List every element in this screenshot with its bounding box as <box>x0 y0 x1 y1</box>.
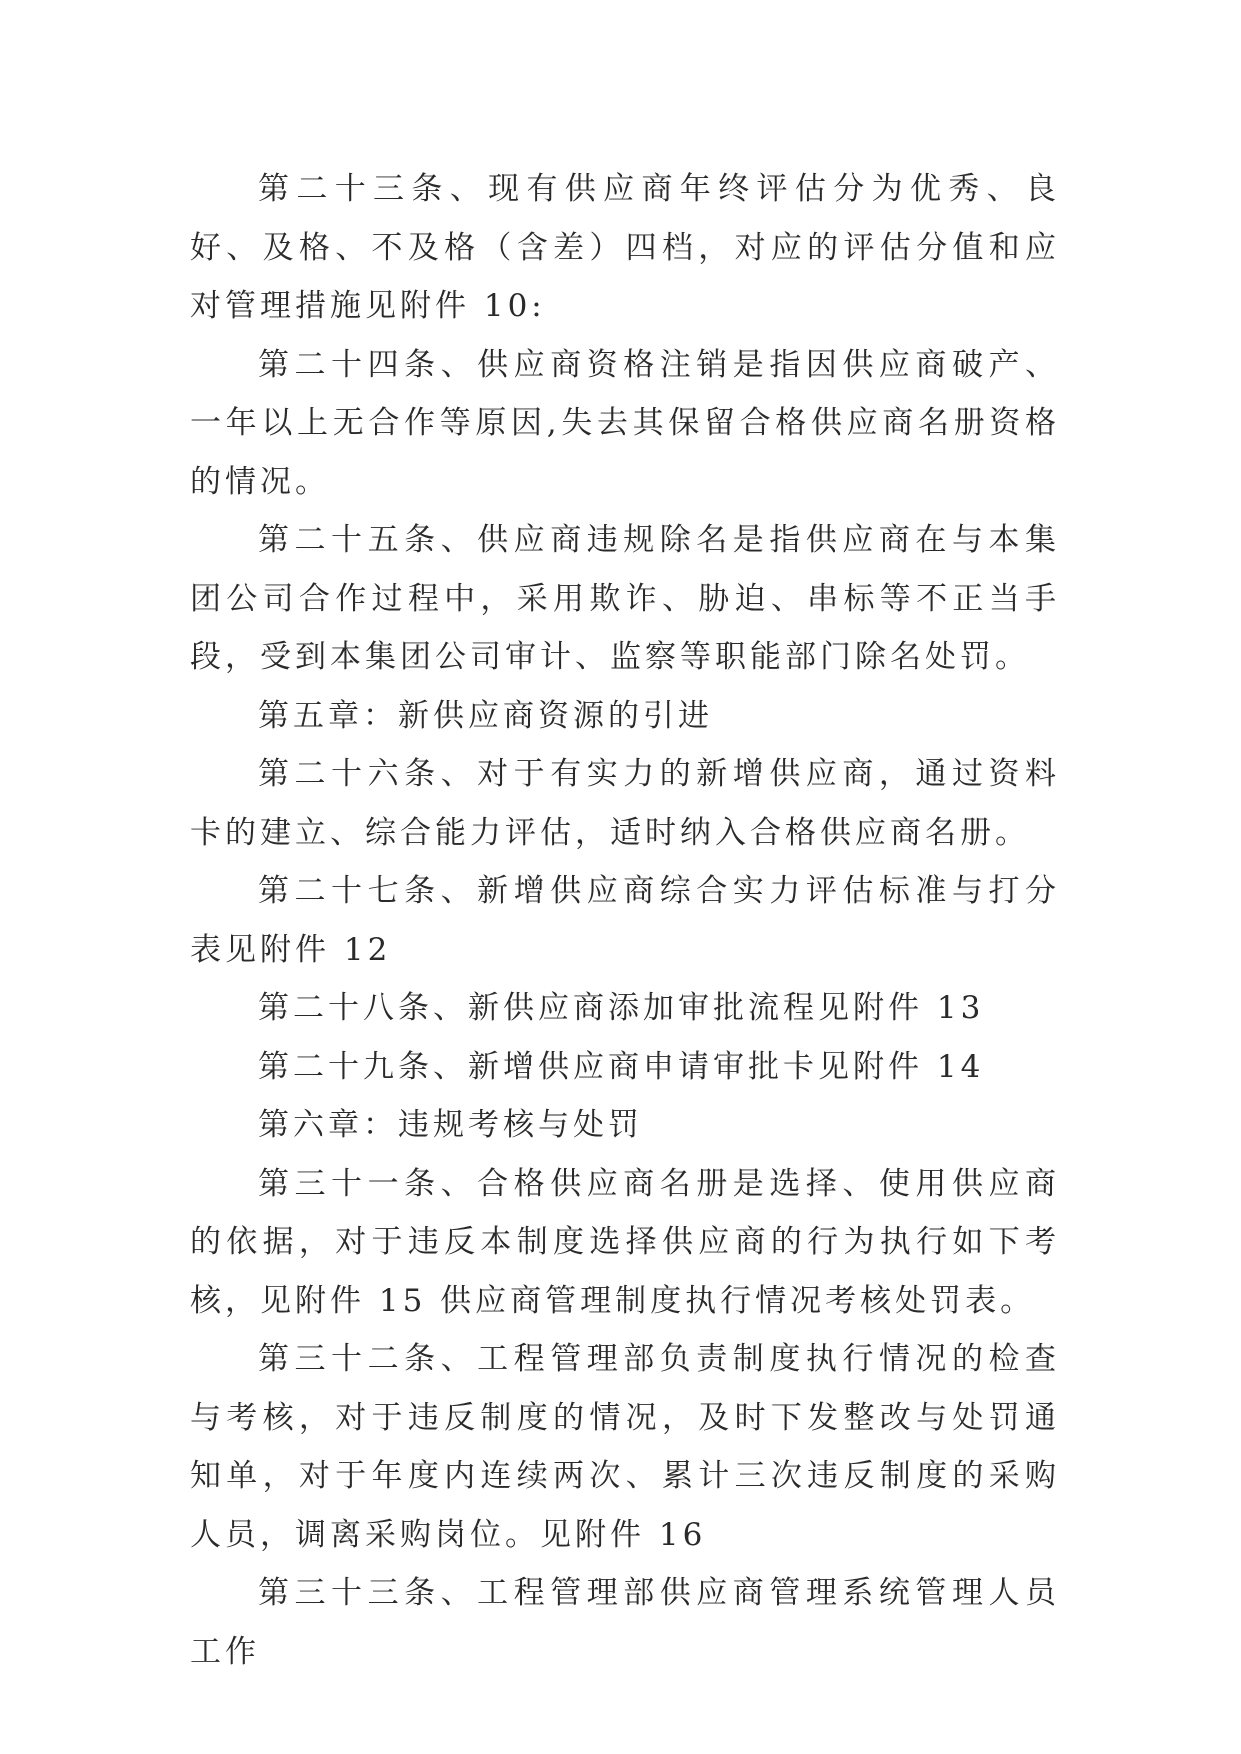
chapter-5-heading: 第五章：新供应商资源的引进 <box>258 697 713 734</box>
chapter-6-heading: 第六章：违规考核与处罚 <box>258 1107 643 1143</box>
article-28: 第二十八条、新供应商添加审批流程见附件 13 <box>258 990 985 1026</box>
article-25: 第二十五条、供应商违规除名是指供应商在与本集团公司合作过程中，采用欺诈、胁迫、串标等不正当手段，受到本集团公司审计、监察等职能部门除名处罚。 <box>190 522 1060 675</box>
article-24: 第二十四条、供应商资格注销是指因供应商破产、一年以上无合作等原因,失去其保留合格供应商名册资格的情况。 <box>190 346 1060 500</box>
article-33: 第三十三条、工程管理部供应商管理系统管理人员工作 <box>190 1575 1060 1670</box>
document-body <box>190 160 1060 1681</box>
article-31: 第三十一条、合格供应商名册是选择、使用供应商的依据，对于违反本制度选择供应商的行为执行如下考核，见附件 15 供应商管理制度执行情况考核处罚表。 <box>190 1165 1060 1319</box>
article-26: 第二十六条、对于有实力的新增供应商，通过资料卡的建立、综合能力评估，适时纳入合格供应商名册。 <box>190 756 1060 851</box>
article-32: 第三十二条、工程管理部负责制度执行情况的检查与考核，对于违反制度的情况，及时下发整改与处罚通知单，对于年度内连续两次、累计三次违反制度的采购人员，调离采购岗位。见附件 16 <box>190 1341 1060 1553</box>
article-27: 第二十七条、新增供应商综合实力评估标准与打分表见附件 12 <box>190 873 1060 968</box>
article-23: 第二十三条、现有供应商年终评估分为优秀、良好、及格、不及格（含差）四档，对应的评估分值和应对管理措施见附件 10: <box>190 171 1060 324</box>
article-29: 第二十九条、新增供应商申请审批卡见附件 14 <box>258 1048 985 1085</box>
